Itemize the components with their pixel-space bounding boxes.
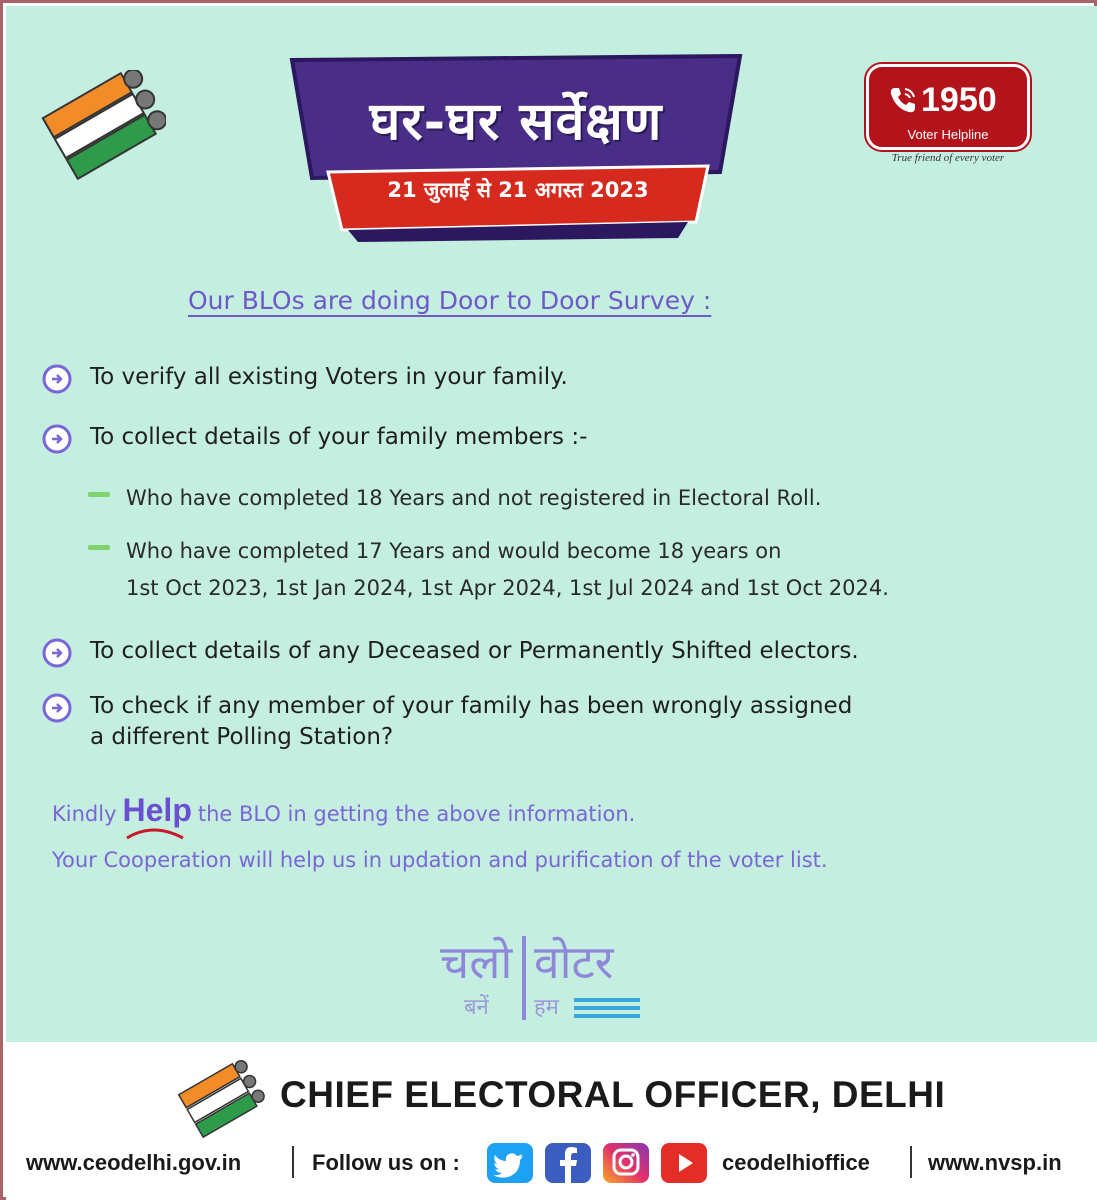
survey-point-text: To collect details of any Deceased or Permanently Shifted electors. (90, 638, 859, 664)
footer-links (6, 1142, 1097, 1186)
poster-main (6, 6, 1097, 1042)
separator (292, 1146, 294, 1178)
eci-logo (36, 70, 166, 180)
appeal-kindly: Kindly (52, 802, 117, 826)
helpline-number: 1950 (921, 81, 997, 119)
helpline-tagline: True friend of every voter (891, 152, 1005, 164)
svg-text:वोटर: वोटर (534, 935, 614, 989)
svg-text:बनें: बनें (464, 995, 489, 1020)
survey-point-text: To check if any member of your family has been wrongly assigned (90, 693, 853, 719)
survey-heading: Our BLOs are doing Door to Door Survey : (188, 286, 712, 315)
website-link[interactable]: www.ceodelhi.gov.in (26, 1150, 242, 1175)
survey-point-text: To verify all existing Voters in your family. (90, 364, 568, 390)
arrow-circle-icon (42, 424, 72, 454)
survey-point-text: a different Polling Station? (90, 724, 394, 750)
helpline-label: Voter Helpline (907, 127, 989, 142)
instagram-icon[interactable] (602, 1142, 650, 1184)
twitter-icon[interactable] (486, 1142, 534, 1184)
sub-point-text: Who have completed 17 Years and would become 18 years on (126, 539, 782, 563)
arrow-circle-icon (42, 364, 72, 394)
appeal-cooperation: Your Cooperation will help us in updation and purification of the voter list. (52, 848, 828, 872)
helpline-badge (866, 64, 1030, 150)
nvsp-link[interactable]: www.nvsp.in (928, 1150, 1062, 1175)
eci-logo (176, 1058, 266, 1138)
youtube-icon[interactable] (660, 1142, 708, 1184)
follow-label: Follow us on : (312, 1150, 460, 1175)
separator (910, 1146, 912, 1178)
appeal-rest: the BLO in getting the above information. (197, 802, 636, 826)
sub-point-text: Who have completed 18 Years and not registered in Electoral Roll. (126, 486, 822, 510)
dash-marker (88, 492, 110, 497)
help-word-text: Help (122, 792, 192, 828)
dash-marker (88, 545, 110, 550)
footer (6, 1042, 1097, 1200)
ceo-title: CHIEF ELECTORAL OFFICER, DELHI (280, 1074, 946, 1115)
appeal-help-word (123, 792, 192, 829)
survey-point-text: To collect details of your family members :- (90, 424, 588, 450)
arrow-circle-icon (42, 693, 72, 723)
svg-text:चलो: चलो (440, 935, 513, 989)
svg-text:हम: हम (534, 995, 559, 1020)
phone-icon (887, 85, 917, 115)
appeal-help-line (52, 792, 635, 829)
banner-title: घर-घर सर्वेक्षण (369, 91, 663, 152)
sub-point-text: 1st Oct 2023, 1st Jan 2024, 1st Apr 2024, 1st Jul 2024 and 1st Oct 2024. (126, 576, 889, 600)
social-handle[interactable]: ceodelhioffice (722, 1150, 870, 1175)
chalo-voter-logo (434, 926, 654, 1026)
help-swoosh-icon (125, 826, 185, 840)
arrow-circle-icon (42, 638, 72, 668)
banner-dates: 21 जुलाई से 21 अगस्त 2023 (387, 178, 649, 202)
facebook-icon[interactable] (544, 1142, 592, 1184)
